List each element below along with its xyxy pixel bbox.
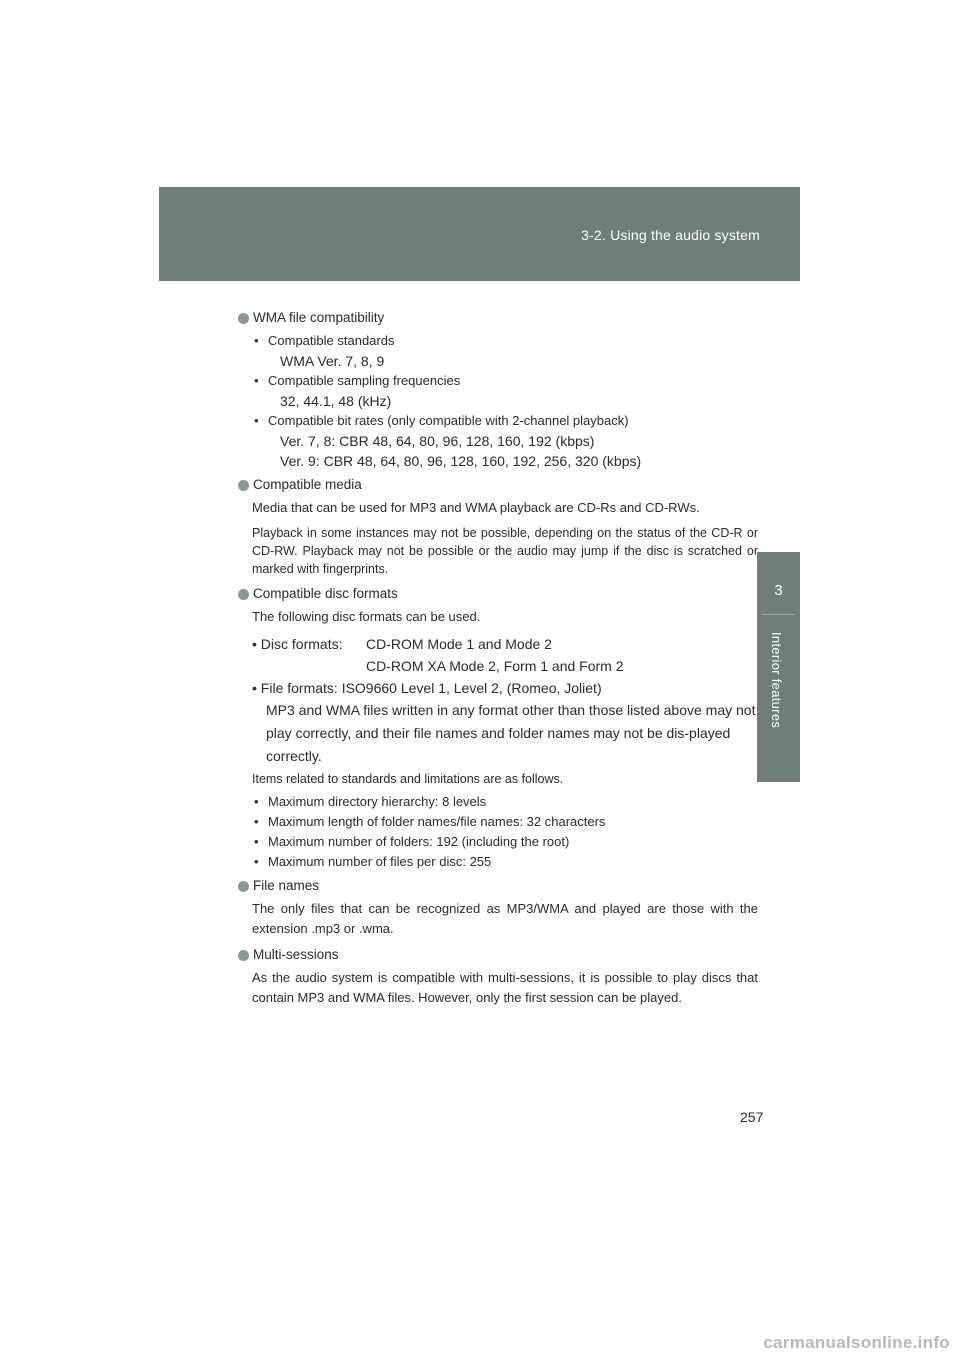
formats-section (238, 584, 758, 872)
page-content (238, 308, 758, 1014)
bullet-dot-icon (238, 589, 249, 600)
paragraph: As the audio system is compatible with multi-sessions, it is possible to play discs that contain MP3 and WMA files. However, only the first session can be played. (252, 970, 758, 1005)
section-heading: File names (253, 878, 320, 893)
bullet-dot-icon (238, 480, 249, 491)
list-value: Ver. 9: CBR 48, 64, 80, 96, 128, 160, 192, 256, 320 (kbps) (280, 453, 642, 469)
bullet-dot-icon (238, 313, 249, 324)
paragraph: The only files that can be recognized as MP3/WMA and played are those with the extension .mp3 or .wma. (252, 901, 758, 936)
section-heading: Multi-sessions (253, 947, 339, 962)
header-band (159, 187, 800, 281)
paragraph: Media that can be used for MP3 and WMA playback are CD-Rs and CD-RWs. (252, 500, 700, 515)
section-heading: Compatible disc formats (253, 586, 398, 601)
media-section (238, 475, 758, 578)
watermark: carmanualsonline.info (763, 1333, 950, 1352)
file-names-section (238, 876, 758, 939)
page-number: 257 (740, 1109, 764, 1125)
list-value: 32, 44.1, 48 (kHz) (280, 393, 392, 409)
list-item: • Compatible sampling frequencies (254, 373, 461, 388)
chapter-number: 3 (774, 582, 783, 599)
multi-sessions-section (238, 945, 758, 1008)
file-formats-note: MP3 and WMA files written in any format other than those listed above may not play correctly, and their file names and folder names may not be dis-played correctly. (266, 702, 756, 764)
section-heading: WMA file compatibility (253, 310, 385, 325)
list-item: • Compatible standards (254, 333, 395, 348)
chapter-tab (757, 552, 800, 782)
bullet-dot-icon (238, 950, 249, 961)
paragraph: Items related to standards and limitations are as follows. (252, 772, 564, 786)
wma-section (238, 308, 758, 471)
disc-formats-continued: CD-ROM XA Mode 2, Form 1 and Form 2 (366, 658, 624, 674)
list-value: WMA Ver. 7, 8, 9 (280, 353, 385, 369)
list-item: • Maximum length of folder names/file names: 32 characters (254, 814, 606, 829)
paragraph: The following disc formats can be used. (252, 609, 481, 624)
bullet-dot-icon (238, 881, 249, 892)
paragraph: Playback in some instances may not be possible, depending on the status of the CD-R or CD-RW. Playback may not be possible or the audio may jump if the disc is scratched or marked with fingerprints. (252, 526, 758, 576)
list-item: • Maximum directory hierarchy: 8 levels (254, 794, 487, 809)
chapter-divider (762, 614, 795, 615)
list-value: Ver. 7, 8: CBR 48, 64, 80, 96, 128, 160, 192 (kbps) (280, 433, 595, 449)
list-item: • Compatible bit rates (only compatible with 2-channel playback) (254, 413, 629, 428)
section-heading: Compatible media (253, 477, 362, 492)
file-formats-row: • File formats: ISO9660 Level 1, Level 2, (Romeo, Joliet) (252, 680, 602, 696)
section-title: 3-2. Using the audio system (581, 227, 760, 243)
list-item: • Maximum number of files per disc: 255 (254, 854, 492, 869)
list-item: • Maximum number of folders: 192 (including the root) (254, 834, 570, 849)
chapter-label: Interior features (769, 632, 784, 729)
disc-formats-row: • Disc formats: CD-ROM Mode 1 and Mode 2 (252, 636, 552, 652)
